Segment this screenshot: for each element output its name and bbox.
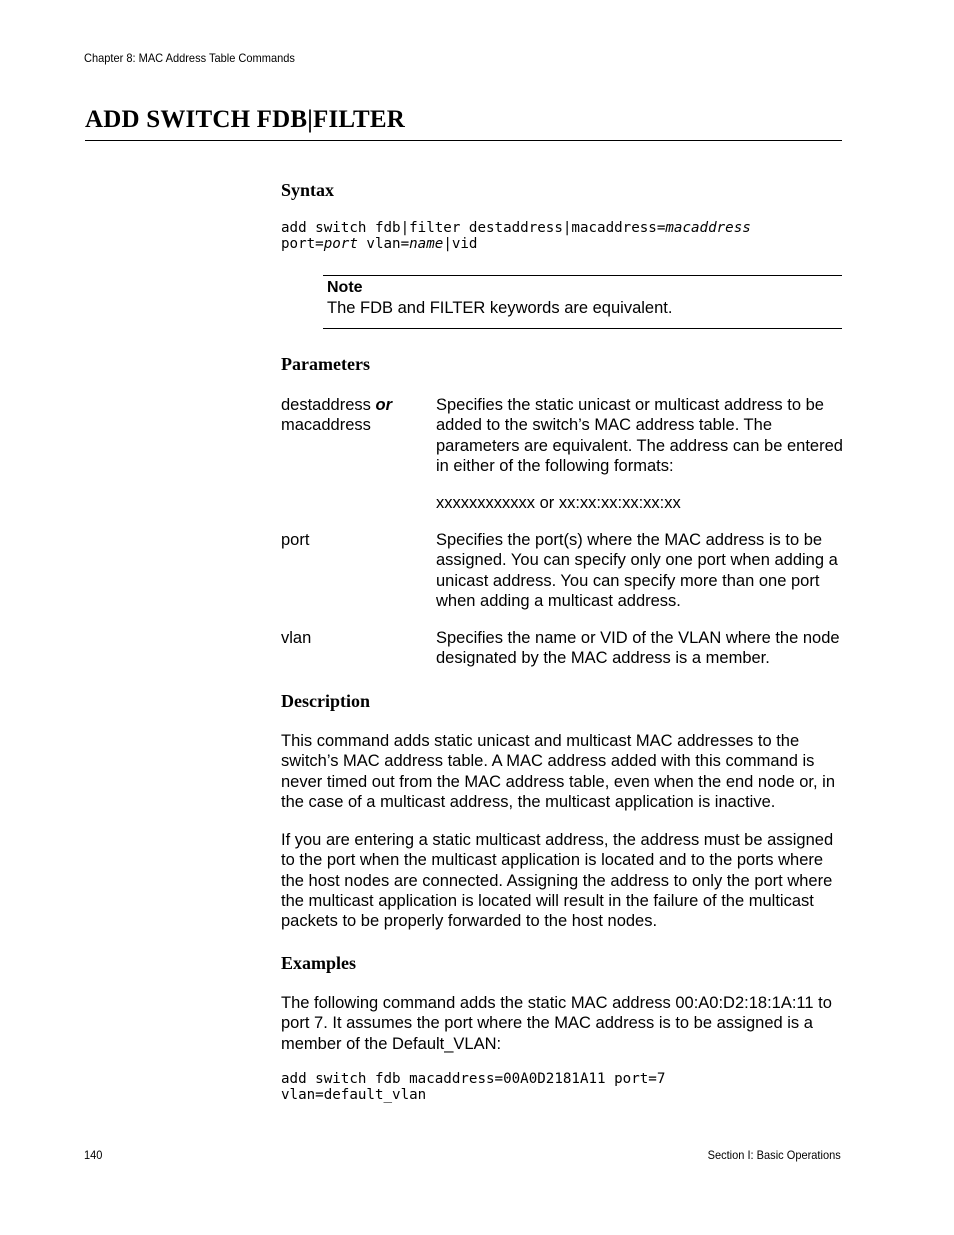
examples-heading: Examples bbox=[281, 953, 357, 973]
syntax-code-text: add switch fdb|filter destaddress|macaddress= bbox=[281, 220, 666, 236]
examples-paragraph: The following command adds the static MAC address 00:A0:D2:18:1A:11 to port 7. It assumes the port where the MAC address is to be assigned is a member of the Default_VLAN: bbox=[281, 994, 832, 1053]
title-rule bbox=[85, 140, 842, 141]
param-term-text: destaddress bbox=[281, 396, 371, 414]
page-title: ADD SWITCH FDB|FILTER bbox=[85, 106, 405, 133]
syntax-code-variable: port bbox=[323, 236, 358, 252]
syntax-code-variable: macaddress bbox=[665, 220, 751, 236]
description-paragraph-2: If you are entering a static multicast address, the address must be assigned to the port when the multicast application is located and to the ports where the host nodes are connected. Assigning the address to only the port where the multicast application is located will result in the failure of the multicast packets to be properly forwarded to the host nodes. bbox=[281, 831, 834, 931]
param-term-destaddress bbox=[281, 395, 431, 436]
example-code-line-1: add switch fdb macaddress=00A0D2181A11 port=7 bbox=[281, 1071, 666, 1087]
note-text: The FDB and FILTER keywords are equivalent. bbox=[327, 299, 673, 317]
syntax-code-line-1 bbox=[281, 220, 751, 236]
running-header: Chapter 8: MAC Address Table Commands bbox=[84, 51, 295, 65]
note-bottom-rule bbox=[323, 328, 842, 329]
param-def-port: Specifies the port(s) where the MAC address is to be assigned. You can specify only one port when adding a unicast address. You can specify more than one port when adding a multicast address. bbox=[436, 531, 838, 610]
description-paragraph-1: This command adds static unicast and multicast MAC addresses to the switch’s MAC address table. A MAC address added with this command is never timed out from the MAC address table, even when the end node or, in the case of a multicast address, the multicast application is inactive. bbox=[281, 732, 835, 811]
param-def-destaddress: Specifies the static unicast or multicast address to be added to the switch’s MAC address table. The parameters are equivalent. The address can be entered in either of the following formats: bbox=[436, 396, 843, 475]
page-number: 140 bbox=[84, 1148, 103, 1162]
param-term-port: port bbox=[281, 531, 310, 549]
syntax-code-text: port= bbox=[281, 236, 324, 252]
note-label: Note bbox=[327, 279, 363, 296]
example-code-line-2: vlan=default_vlan bbox=[281, 1087, 427, 1103]
section-footer: Section I: Basic Operations bbox=[707, 1148, 841, 1162]
syntax-heading: Syntax bbox=[281, 180, 335, 200]
note-top-rule bbox=[323, 275, 842, 276]
description-heading: Description bbox=[281, 691, 370, 711]
param-term-text: macaddress bbox=[281, 416, 371, 435]
parameters-heading: Parameters bbox=[281, 354, 370, 374]
param-term-vlan: vlan bbox=[281, 629, 312, 647]
syntax-code-text: |vid bbox=[443, 236, 478, 252]
syntax-code-line-2 bbox=[281, 236, 477, 252]
param-def-vlan: Specifies the name or VID of the VLAN where the node designated by the MAC address is a member. bbox=[436, 629, 840, 668]
syntax-code-variable: name bbox=[409, 236, 444, 252]
param-term-or: or bbox=[375, 396, 392, 414]
syntax-code-text: vlan= bbox=[357, 236, 410, 252]
param-def-formats: xxxxxxxxxxxx or xx:xx:xx:xx:xx:xx bbox=[436, 494, 681, 512]
